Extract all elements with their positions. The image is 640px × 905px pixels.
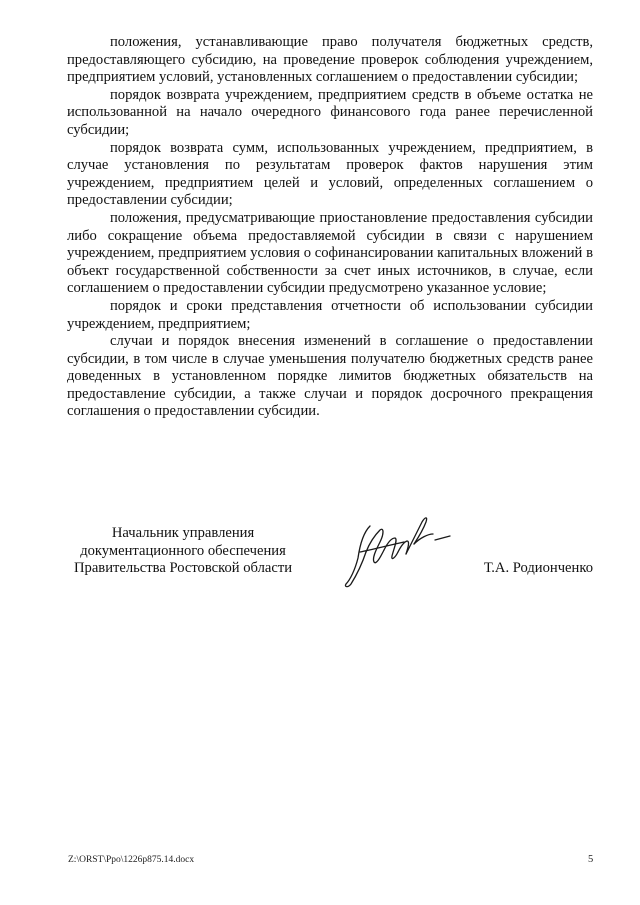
handwritten-signature: [340, 508, 460, 593]
signatory-title-line: Начальник управления: [111, 525, 255, 541]
signatory-name: Т.А. Родионченко: [483, 560, 593, 576]
signatory-title-line: документационного обеспечения: [80, 542, 286, 559]
page-number: 5: [588, 854, 594, 865]
paragraph-inspection-rights: положения, устанавливающие право получателя бюджетных средств, предоставляющего субсидию, на проведение проверок соблюдения учреждением, предприятием условий, установленных соглашением о предоставлении субсидии;: [67, 34, 593, 86]
paragraph-amendments: случаи и порядок внесения изменений в соглашение о предоставлении субсидии, в том числе в случае уменьшения получателю бюджетных средств ранее доведенных в установленном порядке лимитов бюджетных обязательств на предоставление субсидии, а также случаи и порядок досрочного прекращения соглашения о предоставлении субсидии.: [67, 333, 593, 420]
paragraph-return-violations: порядок возврата сумм, использованных учреждением, предприятием, в случае установления по результатам проверок фактов нарушения этим учреждением, предприятием целей и условий, определенных соглашением о предоставлении субсидии;: [67, 139, 593, 209]
footer-file-path: Z:\ORST\Ppo\1226p875.14.docx: [68, 855, 195, 865]
paragraph-suspension-provisions: положения, предусматривающие приостановление предоставления субсидии либо сокращение объема предоставляемой субсидии в связи с нарушением учреждением, предприятием условия о софинансировании капитальных вложений в объект государственной собственности за счет иных источников, в случае, если соглашением о предоставлении субсидии предусмотрено указанное условие;: [67, 209, 593, 297]
signature-block: [67, 525, 593, 595]
paragraph-return-remainder: порядок возврата учреждением, предприятием средств в объеме остатка не использованной на начало очередного финансового года ранее перечисленной субсидии;: [67, 86, 593, 138]
signatory-title: [67, 525, 299, 578]
document-body: [67, 34, 593, 421]
paragraph-reporting: порядок и сроки представления отчетности об использовании субсидии учреждением, предприятием;: [67, 297, 593, 332]
signatory-title-line: Правительства Ростовской области: [73, 560, 293, 577]
